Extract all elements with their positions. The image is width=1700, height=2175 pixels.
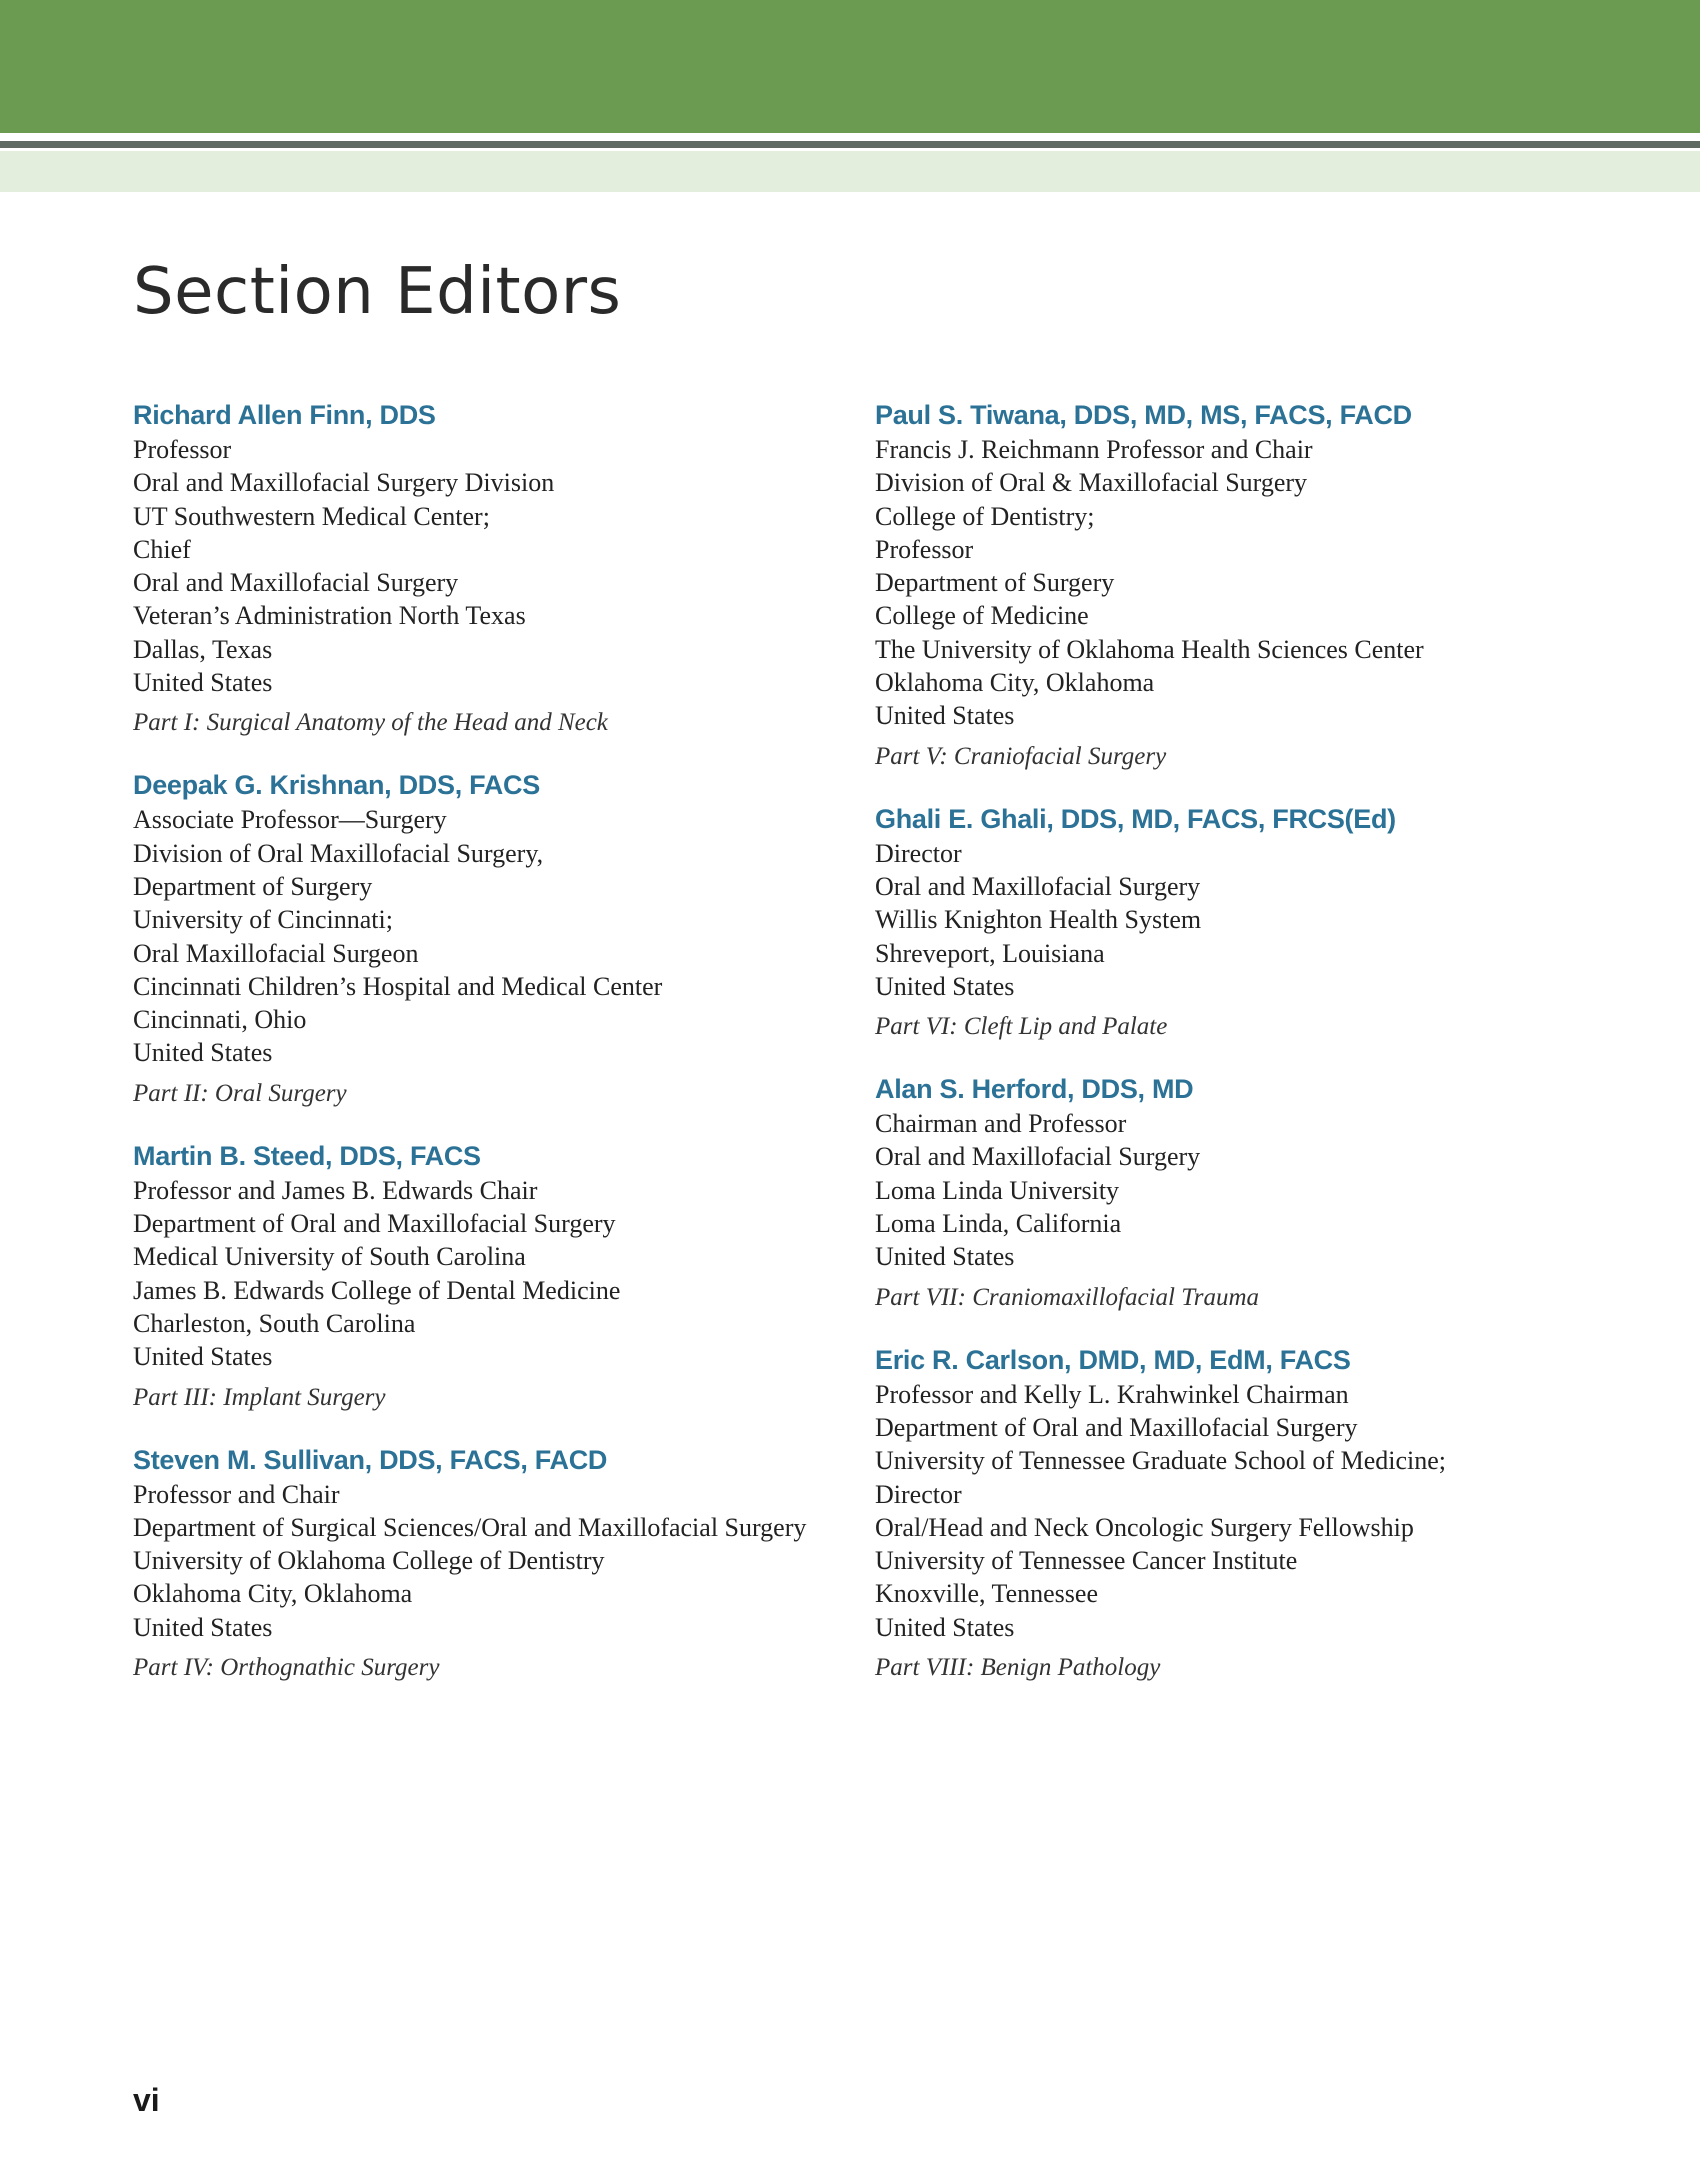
editor-name: Eric R. Carlson, DMD, MD, EdM, FACS <box>875 1344 1351 1375</box>
editor-affiliation-line: Department of Oral and Maxillofacial Surgery <box>875 1412 1358 1442</box>
editor-affiliation-line: Department of Oral and Maxillofacial Surgery <box>133 1209 616 1239</box>
editor-name: Deepak G. Krishnan, DDS, FACS <box>133 770 540 801</box>
editor-part: Part V: Craniofacial Surgery <box>875 742 1167 770</box>
editor-name: Paul S. Tiwana, DDS, MD, MS, FACS, FACD <box>875 400 1412 430</box>
editor-part: Part VIII: Benign Pathology <box>875 1654 1161 1682</box>
editor-affiliation-line: United States <box>875 1242 1015 1272</box>
editor-affiliation-line: Veteran’s Administration North Texas <box>133 601 526 631</box>
editor-affiliation-line: United States <box>133 1342 273 1372</box>
editor-affiliation-line: United States <box>133 1038 273 1068</box>
editor-entry <box>133 1442 853 1684</box>
editor-affiliation-line: Cincinnati, Ohio <box>133 1005 307 1035</box>
editor-entry <box>133 1138 853 1414</box>
editor-name: Alan S. Herford, DDS, MD <box>875 1074 1194 1105</box>
editor-affiliation-line: Professor and Chair <box>133 1479 340 1509</box>
editor-affiliation-line: Chairman and Professor <box>875 1109 1127 1139</box>
editor-affiliation-line: University of Tennessee Cancer Institute <box>875 1546 1298 1576</box>
header-band <box>0 0 1700 133</box>
editor-affiliation-line: Oral Maxillofacial Surgeon <box>133 938 419 968</box>
editor-part: Part VII: Craniomaxillofacial Trauma <box>875 1283 1260 1311</box>
editor-name: Richard Allen Finn, DDS <box>133 400 436 430</box>
editor-affiliation-line: Division of Oral Maxillofacial Surgery, <box>133 838 544 868</box>
editor-name: Steven M. Sullivan, DDS, FACS, FACD <box>133 1444 608 1475</box>
left-column <box>133 397 853 1712</box>
editor-affiliation-line: Oklahoma City, Oklahoma <box>133 1579 413 1609</box>
page-number: vi <box>133 2082 160 2118</box>
editor-affiliation-line: Loma Linda University <box>875 1175 1120 1205</box>
editor-affiliation-line: Oral/Head and Neck Oncologic Surgery Fellowship <box>875 1512 1414 1542</box>
editor-entry <box>133 767 853 1109</box>
editor-affiliation-line: Oral and Maxillofacial Surgery <box>133 568 459 598</box>
editor-affiliation-line: Associate Professor—Surgery <box>133 805 447 835</box>
editor-affiliation-line: James B. Edwards College of Dental Medicine <box>133 1275 621 1305</box>
right-column <box>875 397 1595 1712</box>
editor-affiliation-line: United States <box>875 701 1015 731</box>
editor-name: Martin B. Steed, DDS, FACS <box>133 1140 481 1171</box>
editor-affiliation-line: Medical University of South Carolina <box>133 1242 526 1272</box>
editor-affiliation-line: Shreveport, Louisiana <box>875 938 1105 968</box>
editor-affiliation-line: Oral and Maxillofacial Surgery Division <box>133 468 555 498</box>
editor-entry <box>875 801 1595 1043</box>
editor-affiliation-line: Chief <box>133 534 191 564</box>
editor-affiliation-line: Oral and Maxillofacial Surgery <box>875 1142 1201 1172</box>
editor-affiliation-line: United States <box>133 668 273 698</box>
page-title: Section Editors <box>133 255 622 329</box>
editor-affiliation-line: UT Southwestern Medical Center; <box>133 501 490 531</box>
header-band-light <box>0 151 1700 192</box>
editor-entry <box>875 1071 1595 1313</box>
editor-affiliation-line: Oral and Maxillofacial Surgery <box>875 871 1201 901</box>
editor-affiliation-line: Dallas, Texas <box>133 634 273 664</box>
editor-affiliation-line: Division of Oral & Maxillofacial Surgery <box>875 468 1308 498</box>
editor-affiliation-line: Director <box>875 1479 962 1509</box>
editor-affiliation-line: The University of Oklahoma Health Sciences Center <box>875 634 1424 664</box>
editor-affiliation-line: College of Medicine <box>875 601 1089 631</box>
editor-affiliation-line: Professor and Kelly L. Krahwinkel Chairman <box>875 1379 1349 1409</box>
editor-affiliation-line: Cincinnati Children’s Hospital and Medical Center <box>133 971 663 1001</box>
editor-affiliation-line: Department of Surgical Sciences/Oral and Maxillofacial Surgery <box>133 1512 807 1542</box>
editor-affiliation-line: United States <box>875 971 1015 1001</box>
editor-part: Part IV: Orthognathic Surgery <box>133 1654 440 1682</box>
editor-affiliation-line: Director <box>875 838 962 868</box>
editor-part: Part II: Oral Surgery <box>133 1079 347 1107</box>
editor-part: Part I: Surgical Anatomy of the Head and Neck <box>133 709 608 737</box>
editor-affiliation-line: Oklahoma City, Oklahoma <box>875 668 1155 698</box>
editor-affiliation-line: Willis Knighton Health System <box>875 905 1202 935</box>
editor-part: Part VI: Cleft Lip and Palate <box>875 1013 1168 1041</box>
editor-name: Ghali E. Ghali, DDS, MD, FACS, FRCS(Ed) <box>875 803 1396 834</box>
editor-affiliation-line: University of Cincinnati; <box>133 905 393 935</box>
editor-affiliation-line: Professor and James B. Edwards Chair <box>133 1175 538 1205</box>
editor-entry <box>875 397 1595 773</box>
editor-affiliation-line: Professor <box>133 435 232 464</box>
editor-affiliation-line: University of Oklahoma College of Dentistry <box>133 1546 605 1576</box>
editor-affiliation-line: Charleston, South Carolina <box>133 1308 416 1338</box>
editor-affiliation-line: College of Dentistry; <box>875 501 1095 531</box>
editor-affiliation-line: United States <box>133 1612 273 1642</box>
editor-affiliation-line: Department of Surgery <box>133 871 373 901</box>
editor-affiliation-line: Francis J. Reichmann Professor and Chair <box>875 435 1313 464</box>
editor-affiliation-line: United States <box>875 1612 1015 1642</box>
editor-affiliation-line: Loma Linda, California <box>875 1209 1122 1239</box>
editor-entry <box>133 397 853 739</box>
editor-entry <box>875 1342 1595 1684</box>
header-rule <box>0 141 1700 148</box>
editor-affiliation-line: Knoxville, Tennessee <box>875 1579 1098 1609</box>
editor-affiliation-line: University of Tennessee Graduate School of Medicine; <box>875 1446 1446 1476</box>
editor-part: Part III: Implant Surgery <box>133 1383 386 1411</box>
editor-affiliation-line: Department of Surgery <box>875 568 1115 598</box>
editor-affiliation-line: Professor <box>875 534 974 564</box>
